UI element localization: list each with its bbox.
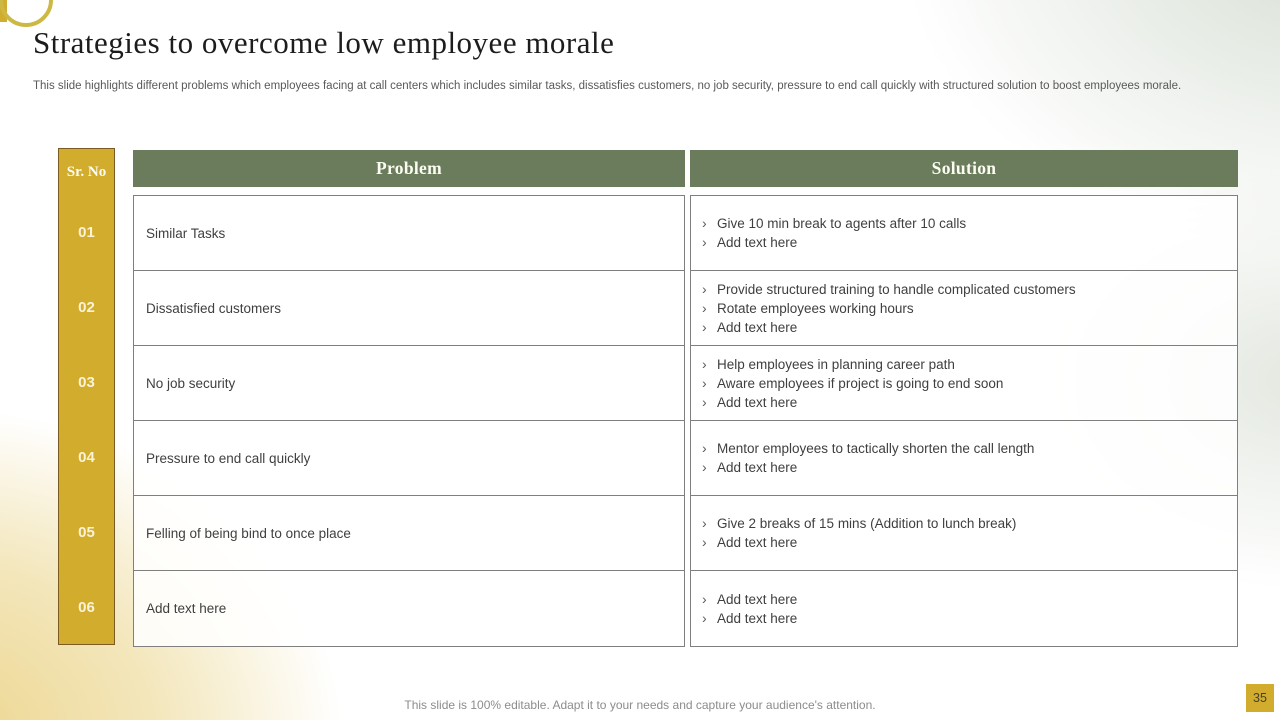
page-title: Strategies to overcome low employee morale: [33, 25, 615, 60]
chevron-bullet-icon: ›: [702, 299, 707, 316]
solution-cell: [691, 571, 1237, 646]
problem-column-header: Problem: [133, 150, 685, 187]
solution-text: Aware employees if project is going to end soon: [717, 375, 1004, 391]
solution-text: Rotate employees working hours: [717, 300, 914, 316]
solution-bullet-line: [702, 280, 1229, 299]
solution-bullet-line: [702, 609, 1229, 628]
problem-cell: Pressure to end call quickly: [134, 421, 684, 496]
solution-bullet-line: [702, 514, 1229, 533]
solution-bullet-line: [702, 355, 1229, 374]
solution-bullet-line: [702, 318, 1229, 337]
srno-cell: 06: [78, 599, 95, 616]
solution-bullet-line: [702, 233, 1229, 252]
solution-bullet-line: [702, 374, 1229, 393]
solution-cell: [691, 421, 1237, 496]
chevron-bullet-icon: ›: [702, 609, 707, 626]
solution-text: Provide structured training to handle complicated customers: [717, 281, 1076, 297]
chevron-bullet-icon: ›: [702, 534, 707, 550]
chevron-bullet-icon: ›: [702, 280, 707, 297]
solution-text: Add text here: [717, 610, 798, 626]
srno-column: [58, 148, 115, 645]
solution-text: Help employees in planning career path: [717, 356, 955, 372]
solution-text: Mentor employees to tactically shorten the call length: [717, 441, 1035, 456]
solution-text: Give 2 breaks of 15 mins (Addition to lunch break): [717, 516, 1017, 531]
solution-cell: [691, 346, 1237, 421]
chevron-bullet-icon: ›: [702, 459, 707, 475]
corner-ring-decoration: [0, 0, 53, 27]
page-number-badge: 35: [1246, 684, 1274, 712]
solution-column-header: Solution: [690, 150, 1238, 187]
chevron-bullet-icon: ›: [702, 374, 707, 391]
solution-column-body: [690, 195, 1238, 647]
solution-text: Add text here: [717, 460, 798, 475]
solution-cell: [691, 271, 1237, 346]
solution-text: Give 10 min break to agents after 10 calls: [717, 216, 967, 231]
solution-text: Add text here: [717, 394, 798, 410]
slide-subtitle: This slide highlights different problems which employees facing at call centers which includes similar tasks, dissatisfies customers, no job security, pressure to end call quickly with structured solution to boost employees morale.: [33, 80, 1182, 92]
problem-cell: Felling of being bind to once place: [134, 496, 684, 571]
problem-cell: Dissatisfied customers: [134, 271, 684, 346]
solution-cell: [691, 196, 1237, 271]
solution-bullet-line: [702, 533, 1229, 552]
solution-text: Add text here: [717, 535, 798, 550]
solution-column: [690, 150, 1238, 647]
chevron-bullet-icon: ›: [702, 215, 707, 231]
solution-bullet-line: [702, 439, 1229, 458]
srno-cell: 02: [78, 299, 95, 316]
problem-column: [133, 150, 685, 647]
chevron-bullet-icon: ›: [702, 234, 707, 250]
solution-bullet-line: [702, 214, 1229, 233]
srno-column-header: Sr. No: [66, 163, 107, 180]
srno-cells: [59, 195, 114, 645]
chevron-bullet-icon: ›: [702, 590, 707, 607]
chevron-bullet-icon: ›: [702, 318, 707, 335]
problem-cell: Similar Tasks: [134, 196, 684, 271]
chevron-bullet-icon: ›: [702, 355, 707, 372]
srno-cell: 04: [78, 449, 95, 466]
solution-bullet-line: [702, 393, 1229, 412]
solution-text: Add text here: [717, 319, 798, 335]
chevron-bullet-icon: ›: [702, 440, 707, 456]
solution-bullet-line: [702, 299, 1229, 318]
chevron-bullet-icon: ›: [702, 393, 707, 410]
footer-note: This slide is 100% editable. Adapt it to your needs and capture your audience's attention.: [404, 698, 876, 712]
solution-text: Add text here: [717, 591, 798, 607]
chevron-bullet-icon: ›: [702, 515, 707, 531]
problem-column-body: [133, 195, 685, 647]
solution-bullet-line: [702, 590, 1229, 609]
srno-cell: 03: [78, 374, 95, 391]
solution-bullet-line: [702, 458, 1229, 477]
srno-cell: 01: [78, 224, 95, 241]
problem-cell: Add text here: [146, 601, 227, 616]
srno-cell: 05: [78, 524, 95, 541]
solution-text: Add text here: [717, 235, 798, 250]
solution-cell: [691, 496, 1237, 571]
problem-cell: No job security: [134, 346, 684, 421]
